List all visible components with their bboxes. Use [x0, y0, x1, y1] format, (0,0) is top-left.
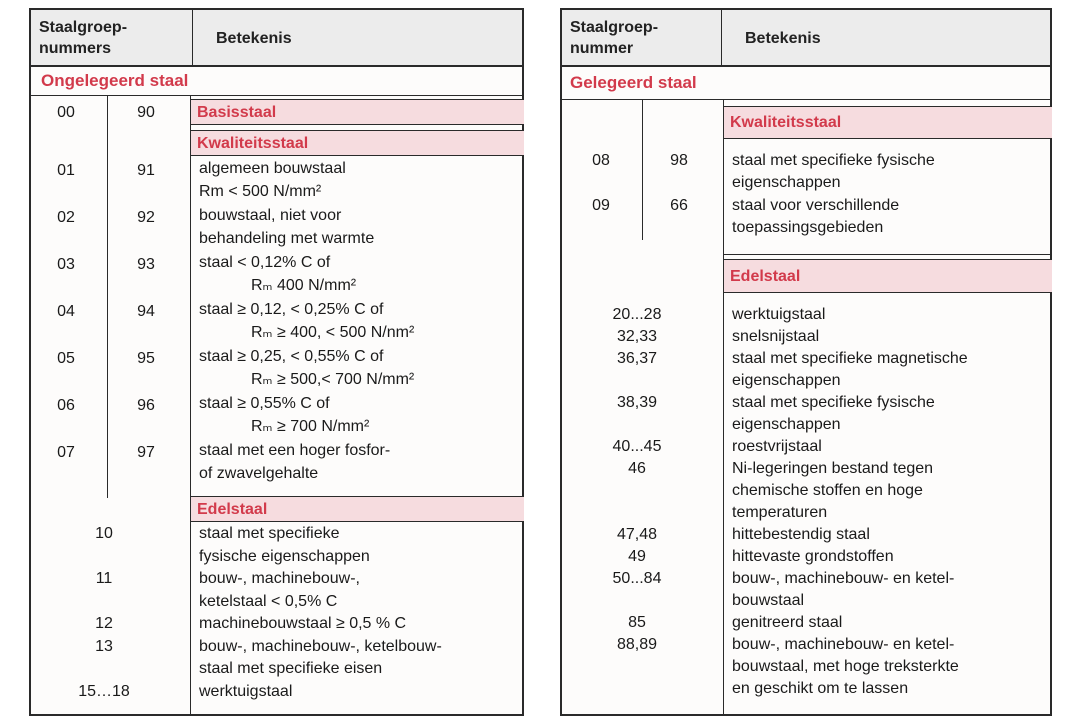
group-number-b: 96	[137, 397, 155, 414]
text-column-divider	[190, 96, 191, 714]
description-line-1: staal < 0,12% C of	[199, 254, 331, 271]
kwaliteitsstaal-band-left: Kwaliteitsstaal	[191, 130, 524, 156]
number-column-divider	[107, 96, 108, 498]
group-number-a: 06	[57, 397, 75, 414]
right-edel-numbers: 20...28 32,33 36,37 38,39 40...45 46 47,48 49 50...84 85 88,89	[612, 306, 662, 653]
group-number-b: 93	[137, 256, 155, 273]
edelstaal-top-divider	[724, 254, 1050, 255]
group-number-b: 66	[670, 197, 688, 214]
description-line-1: staal ≥ 0,25, < 0,55% C of	[199, 348, 384, 365]
description-line-2: toepassingsgebieden	[732, 219, 884, 236]
group-number-a: 01	[57, 162, 75, 179]
group-number-b: 91	[137, 162, 155, 179]
section-title-ongelegeerd: Ongelegeerd staal	[41, 71, 189, 90]
description-line-2: eigenschappen	[732, 174, 841, 191]
section-divider	[562, 99, 1050, 100]
right-table	[560, 8, 1052, 716]
group-number-b: 97	[137, 444, 155, 461]
group-number-a: 05	[57, 350, 75, 367]
group-number-a: 02	[57, 209, 75, 226]
num-basis-a: 00	[57, 104, 75, 121]
header-betekenis: Betekenis	[216, 30, 292, 47]
num-basis-b: 90	[137, 104, 155, 121]
text-column-divider	[723, 100, 724, 714]
description-line-2: Rₘ ≥ 700 N/mm²	[251, 418, 370, 435]
description-line-2: behandeling met warmte	[199, 230, 375, 247]
right-edel-descriptions: werktuigstaal snelsnijstaal staal met specifieke magnetische eigenschappen staal met specifieke fysische eigenschappen roestvrijstaal Ni-legeringen bestand tegen chemische stoffen en hoge temperaturen hittebestendig staal hittevaste grondstoffen bouw-, machinebouw- en ketel- bouwstaal genitreerd staal bouw-, machinebouw- en ketel- bouwstaal, met hoge treksterkte en geschikt om te lassen	[732, 306, 968, 697]
left-edel-numbers: 10 11 12 13 15…18	[78, 525, 130, 700]
left-table-header	[31, 10, 522, 67]
description-line-1: staal met een hoger fosfor-	[199, 442, 391, 459]
description-line-2: Rm < 500 N/mm²	[199, 183, 322, 200]
header-divider	[192, 10, 193, 65]
group-number-a: 03	[57, 256, 75, 273]
right-table-header	[562, 10, 1050, 67]
edelstaal-band-left: Edelstaal	[191, 496, 524, 522]
basisstaal-band: Basisstaal	[191, 99, 524, 125]
section-divider	[31, 95, 522, 96]
header-staalgroep-nummers: Staalgroep- nummers	[39, 19, 128, 57]
group-number-b: 94	[137, 303, 155, 320]
description-line-1: bouwstaal, niet voor	[199, 207, 342, 224]
description-line-1: staal met specifieke fysische	[732, 152, 935, 169]
description-line-2: Rₘ ≥ 400, < 500 N/nm²	[251, 324, 415, 341]
group-number-a: 09	[592, 197, 610, 214]
description-line-1: staal voor verschillende	[732, 197, 900, 214]
edelstaal-band-right: Edelstaal	[724, 259, 1052, 293]
left-edel-descriptions: staal met specifieke fysische eigenschappen bouw-, machinebouw-, ketelstaal < 0,5% C machinebouwstaal ≥ 0,5 % C bouw-, machinebouw-, ketelbouw- staal met specifieke eisen werktuigstaal	[199, 525, 442, 700]
header-betekenis: Betekenis	[745, 30, 821, 47]
description-line-1: algemeen bouwstaal	[199, 160, 346, 177]
description-line-2: of zwavelgehalte	[199, 465, 319, 482]
kwaliteitsstaal-band-right: Kwaliteitsstaal	[724, 106, 1052, 139]
group-number-a: 07	[57, 444, 75, 461]
group-number-a: 04	[57, 303, 75, 320]
description-line-1: staal ≥ 0,12, < 0,25% C of	[199, 301, 384, 318]
number-column-divider	[642, 100, 643, 240]
header-divider	[721, 10, 722, 65]
group-number-b: 98	[670, 152, 688, 169]
description-line-2: Rₘ 400 N/mm²	[251, 277, 357, 294]
left-table	[29, 8, 524, 716]
section-title-gelegeerd: Gelegeerd staal	[570, 73, 697, 92]
group-number-b: 92	[137, 209, 155, 226]
header-staalgroep-nummer: Staalgroep- nummer	[570, 19, 659, 57]
description-line-2: Rₘ ≥ 500,< 700 N/mm²	[251, 371, 415, 388]
group-number-a: 08	[592, 152, 610, 169]
group-number-b: 95	[137, 350, 155, 367]
description-line-1: staal ≥ 0,55% C of	[199, 395, 330, 412]
